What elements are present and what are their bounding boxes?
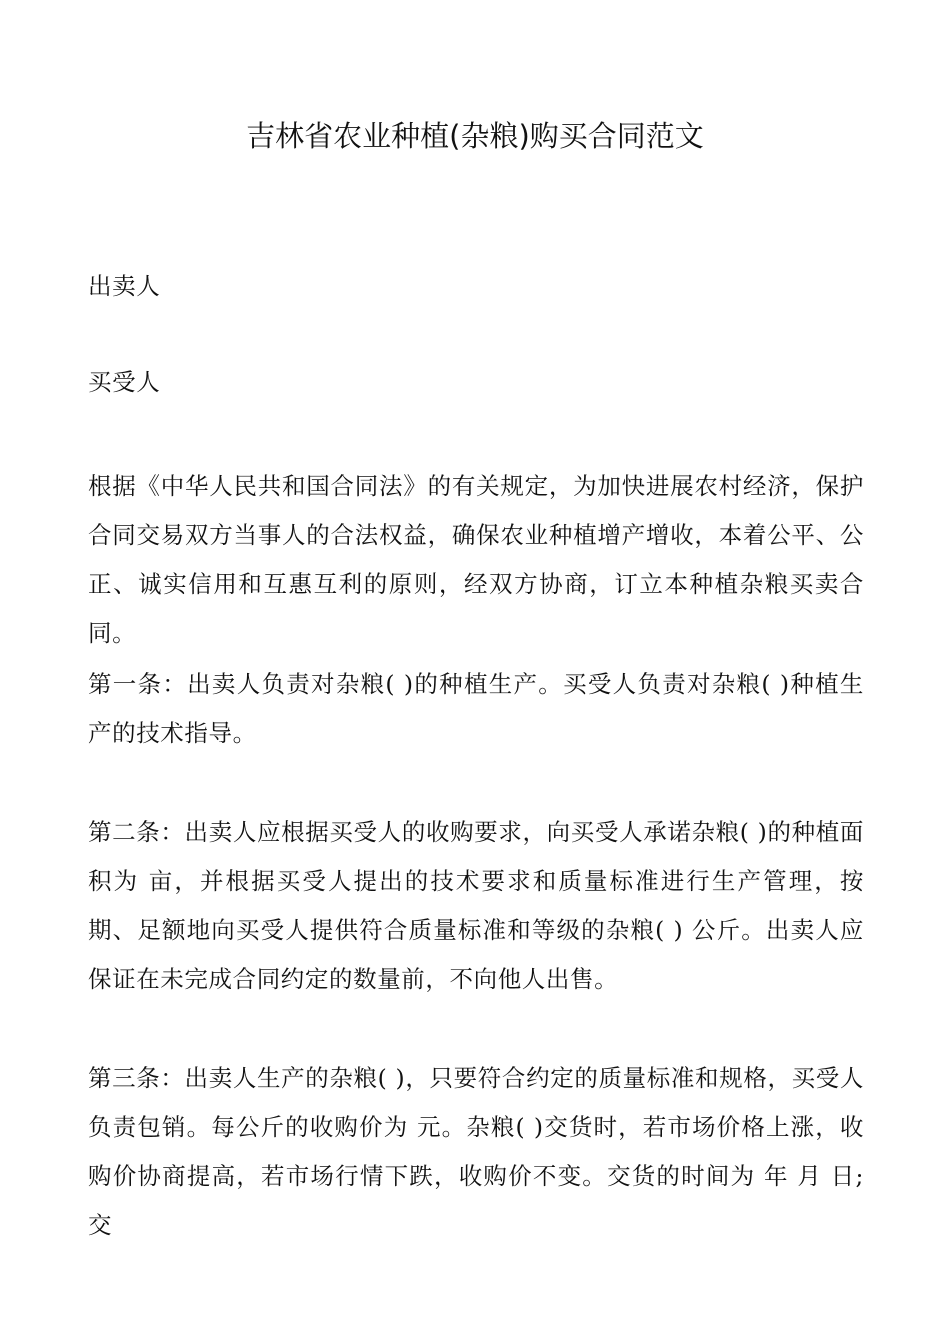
- article-1-paragraph: 第一条：出卖人负责对杂粮( )的种植生产。买受人负责对杂粮( )种植生产的技术指导。: [88, 670, 864, 747]
- intro-paragraph: 根据《中华人民共和国合同法》的有关规定，为加快进展农村经济，保护合同交易双方当事人的合法权益，确保农业种植增产增收，本着公平、公正、诚实信用和互惠互利的原则，经双方协商，订立本种植杂粮买卖合同。: [88, 472, 864, 647]
- seller-label: 出卖人: [88, 272, 161, 300]
- article-2-paragraph: 第二条：出卖人应根据买受人的收购要求，向买受人承诺杂粮( )的种植面积为 亩，并根据买受人提出的技术要求和质量标准进行生产管理，按期、足额地向买受人提供符合质量标准和等级的杂粮( ) 公斤。出卖人应保证在未完成合同约定的数量前，不向他人出售。: [88, 818, 864, 993]
- buyer-label: 买受人: [88, 368, 161, 396]
- document-title: 吉林省农业种植(杂粮)购买合同范文: [246, 119, 704, 153]
- article-3-paragraph: 第三条：出卖人生产的杂粮( )，只要符合约定的质量标准和规格，买受人负责包销。每公斤的收购价为 元。杂粮( )交货时，若市场价格上涨，收购价协商提高，若市场行情下跌，收购价不变。交货的时间为 年 月 日;交: [88, 1064, 864, 1239]
